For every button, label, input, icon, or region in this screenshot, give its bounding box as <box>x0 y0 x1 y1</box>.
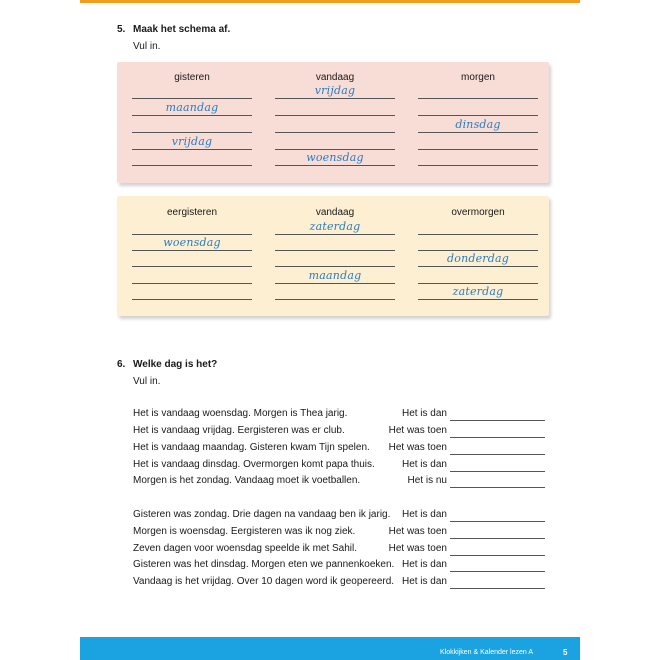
answer-line[interactable] <box>132 250 252 251</box>
exercise-sentence: Het is vandaag maandag. Gisteren kwam Tijn spelen. <box>133 442 370 453</box>
answer-line[interactable] <box>132 149 252 150</box>
answer-line[interactable] <box>418 283 538 284</box>
question-5-heading <box>117 24 230 35</box>
question-title: Welke dag is het? <box>133 359 218 370</box>
answer-prompt: Het is dan <box>401 576 447 587</box>
handwritten-answer: vrijdag <box>314 84 356 97</box>
answer-line[interactable] <box>450 588 545 589</box>
top-accent-bar <box>80 0 580 3</box>
handwritten-answer: dinsdag <box>455 118 501 131</box>
answer-line[interactable] <box>418 234 538 235</box>
handwritten-answer: zaterdag <box>309 220 361 233</box>
answer-line[interactable] <box>275 165 395 166</box>
answer-line[interactable] <box>132 283 252 284</box>
column-header: vandaag <box>315 72 355 83</box>
handwritten-answer: donderdag <box>447 252 509 265</box>
answer-line[interactable] <box>132 299 252 300</box>
answer-line[interactable] <box>418 299 538 300</box>
handwritten-answer: vrijdag <box>171 135 213 148</box>
answer-line[interactable] <box>132 132 252 133</box>
schedule-table-2 <box>117 196 549 316</box>
answer-line[interactable] <box>450 437 545 438</box>
answer-prompt: Het is dan <box>401 459 447 470</box>
answer-prompt: Het is dan <box>401 408 447 419</box>
answer-line[interactable] <box>450 521 545 522</box>
exercise-sentence: Het is vandaag vrijdag. Eergisteren was er club. <box>133 425 345 436</box>
exercise-sentence: Het is vandaag dinsdag. Overmorgen komt papa thuis. <box>133 459 375 470</box>
exercise-sentence: Zeven dagen voor woensdag speelde ik met Sahil. <box>133 543 358 554</box>
answer-line[interactable] <box>450 538 545 539</box>
answer-prompt: Het was toen <box>388 543 447 554</box>
exercise-sentence: Morgen is het zondag. Vandaag moet ik voetballen. <box>133 475 361 486</box>
exercise-sentence: Gisteren was zondag. Drie dagen na vandaag ben ik jarig. <box>133 509 391 520</box>
page-number: 5 <box>563 648 568 657</box>
exercise-sentence: Het is vandaag woensdag. Morgen is Thea jarig. <box>133 408 348 419</box>
answer-prompt: Het is nu <box>407 475 447 486</box>
handwritten-answer: zaterdag <box>452 285 504 298</box>
question-title: Maak het schema af. <box>133 24 231 35</box>
question-number: 6. <box>117 359 126 370</box>
schedule-table-1 <box>117 62 549 183</box>
answer-line[interactable] <box>450 471 545 472</box>
answer-line[interactable] <box>275 299 395 300</box>
exercise-sentence: Vandaag is het vrijdag. Over 10 dagen word ik geopereerd. <box>133 576 395 587</box>
answer-line[interactable] <box>132 115 252 116</box>
handwritten-answer: woensdag <box>163 236 221 249</box>
answer-line[interactable] <box>450 555 545 556</box>
answer-line[interactable] <box>418 98 538 99</box>
answer-line[interactable] <box>132 266 252 267</box>
column-header: gisteren <box>174 72 210 83</box>
answer-line[interactable] <box>275 266 395 267</box>
answer-line[interactable] <box>418 132 538 133</box>
question-5-instruction: Vul in. <box>133 41 161 52</box>
answer-prompt: Het was toen <box>388 526 447 537</box>
answer-line[interactable] <box>132 98 252 99</box>
answer-line[interactable] <box>450 487 545 488</box>
answer-line[interactable] <box>275 132 395 133</box>
answer-line[interactable] <box>418 266 538 267</box>
answer-line[interactable] <box>450 571 545 572</box>
answer-line[interactable] <box>418 149 538 150</box>
answer-line[interactable] <box>418 250 538 251</box>
answer-line[interactable] <box>418 115 538 116</box>
answer-line[interactable] <box>450 420 545 421</box>
exercise-sentence: Gisteren was het dinsdag. Morgen eten we pannenkoeken. <box>133 559 395 570</box>
column-header: morgen <box>461 72 495 83</box>
exercise-sentence: Morgen is woensdag. Eergisteren was ik nog ziek. <box>133 526 356 537</box>
answer-line[interactable] <box>275 115 395 116</box>
handwritten-answer: maandag <box>165 101 219 114</box>
answer-prompt: Het is dan <box>401 559 447 570</box>
handwritten-answer: maandag <box>308 269 362 282</box>
answer-prompt: Het was toen <box>388 442 447 453</box>
answer-line[interactable] <box>450 454 545 455</box>
question-6-heading <box>117 359 217 370</box>
column-header: vandaag <box>315 207 355 218</box>
footer-book-title: Klokkijken & Kalender lezen A <box>440 649 533 656</box>
answer-line[interactable] <box>132 165 252 166</box>
handwritten-answer: woensdag <box>306 151 364 164</box>
question-number: 5. <box>117 24 126 35</box>
answer-line[interactable] <box>418 165 538 166</box>
answer-line[interactable] <box>275 98 395 99</box>
answer-line[interactable] <box>275 250 395 251</box>
answer-line[interactable] <box>275 234 395 235</box>
answer-line[interactable] <box>275 149 395 150</box>
column-header: overmorgen <box>451 207 505 218</box>
answer-prompt: Het was toen <box>388 425 447 436</box>
answer-line[interactable] <box>275 283 395 284</box>
question-6-instruction: Vul in. <box>133 376 161 387</box>
column-header: eergisteren <box>166 207 218 218</box>
answer-prompt: Het is dan <box>401 509 447 520</box>
answer-line[interactable] <box>132 234 252 235</box>
